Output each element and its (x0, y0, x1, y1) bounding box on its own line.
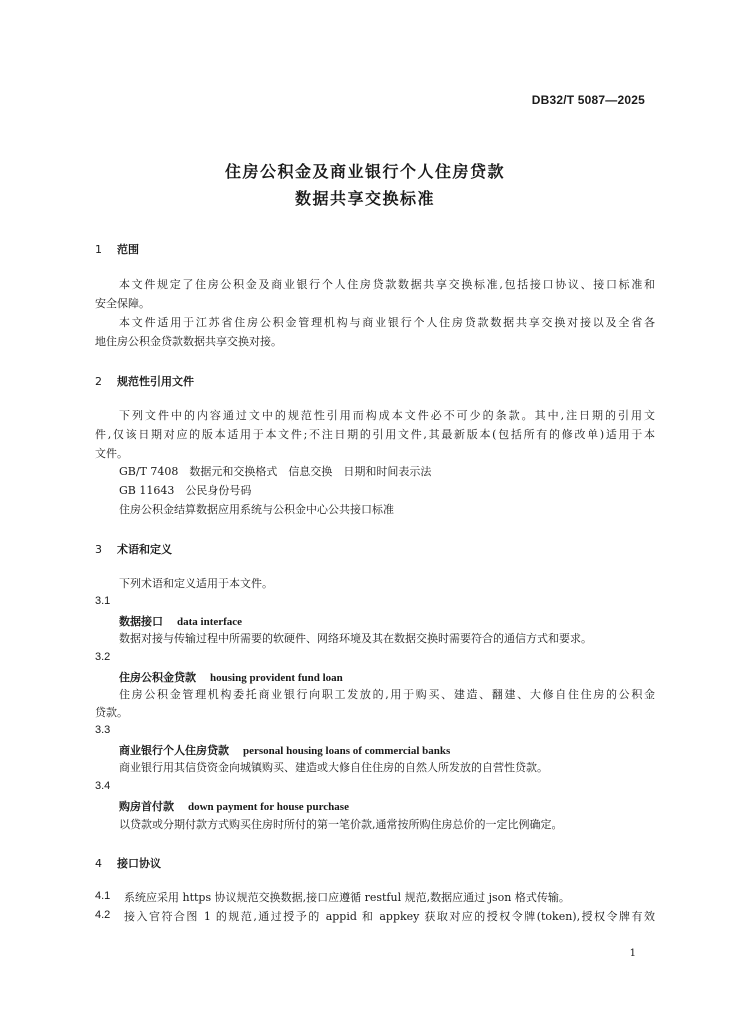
clause-text: 系统应采用 https 协议规范交换数据,接口应遵循 restful 规范,数据应通过 json 格式传输。 (124, 891, 570, 904)
document-title-line-1: 住房公积金及商业银行个人住房贷款 (224, 162, 505, 181)
document-id: DB32/T 5087—2025 (531, 93, 645, 107)
term-definition: 以贷款或分期付款方式购买住房时所付的第一笔价款,通常按所购住房总价的一定比例确定。 (119, 818, 563, 831)
paragraph-line: 本文件适用于江苏省住房公积金管理机构与商业银行个人住房贷款数据共享交换对接以及全省各 (119, 316, 655, 329)
term-number: 3.2 (95, 651, 111, 663)
paragraph-line: 下列术语和定义适用于本文件。 (119, 577, 273, 590)
section-number: 3 (95, 543, 102, 556)
term-heading (119, 798, 349, 814)
term-english: data interface (177, 616, 243, 628)
paragraph-line: 件,仅该日期对应的版本适用于本文件;不注日期的引用文件,其最新版本(包括所有的修改单)适用于本 (95, 428, 655, 441)
section-title: 规范性引用文件 (117, 375, 194, 388)
term-definition: 贷款。 (95, 706, 128, 719)
clause-text: 接入官符合图 1 的规范,通过授予的 appid 和 appkey 获取对应的授权令牌(token),授权令牌有效 (124, 910, 655, 923)
term-chinese: 住房公积金贷款 (119, 671, 196, 684)
section-3-heading (95, 541, 172, 557)
section-4-heading (95, 855, 161, 871)
term-chinese: 商业银行个人住房贷款 (119, 744, 229, 757)
section-title: 接口协议 (117, 857, 161, 870)
paragraph-line: 地住房公积金贷款数据共享交换对接。 (95, 335, 282, 348)
reference-item: GB 11643 公民身份号码 (119, 484, 252, 497)
term-definition: 数据对接与传输过程中所需要的软硬件、网络环境及其在数据交换时需要符合的通信方式和要求。 (119, 632, 592, 645)
term-heading (119, 613, 242, 629)
document-title-line-2: 数据共享交换标准 (294, 189, 435, 208)
term-definition: 商业银行用其信贷资金向城镇购买、建造或大修自住住房的自然人所发放的自营性贷款。 (119, 761, 548, 774)
term-chinese: 购房首付款 (119, 800, 174, 813)
clause-number: 4.2 (95, 909, 111, 921)
term-english: personal housing loans of commercial banks (243, 745, 451, 757)
term-number: 3.3 (95, 724, 111, 736)
page-number: 1 (629, 948, 636, 959)
paragraph-line: 本文件规定了住房公积金及商业银行个人住房贷款数据共享交换标准,包括接口协议、接口标准和 (119, 278, 655, 291)
reference-item: GB/T 7408 数据元和交换格式 信息交换 日期和时间表示法 (119, 465, 432, 478)
reference-item: 住房公积金结算数据应用系统与公积金中心公共接口标准 (119, 503, 394, 516)
section-2-heading (95, 373, 194, 389)
term-english: housing provident fund loan (210, 672, 343, 684)
paragraph-line: 安全保障。 (95, 297, 150, 310)
term-number: 3.4 (95, 780, 111, 792)
term-definition: 住房公积金管理机构委托商业银行向职工发放的,用于购买、建造、翻建、大修自住住房的公积金 (119, 688, 655, 701)
term-number: 3.1 (95, 595, 111, 607)
section-number: 4 (95, 857, 102, 870)
term-chinese: 数据接口 (119, 615, 163, 628)
paragraph-line: 下列文件中的内容通过文中的规范性引用而构成本文件必不可少的条款。其中,注日期的引用文 (119, 409, 655, 422)
section-number: 1 (95, 243, 102, 256)
section-number: 2 (95, 375, 102, 388)
term-heading (119, 742, 450, 758)
clause-number: 4.1 (95, 890, 111, 902)
paragraph-line: 文件。 (95, 447, 128, 460)
section-1-heading (95, 241, 139, 257)
section-title: 术语和定义 (117, 543, 172, 556)
term-heading (119, 669, 343, 685)
section-title: 范围 (117, 243, 139, 256)
term-english: down payment for house purchase (188, 801, 349, 813)
